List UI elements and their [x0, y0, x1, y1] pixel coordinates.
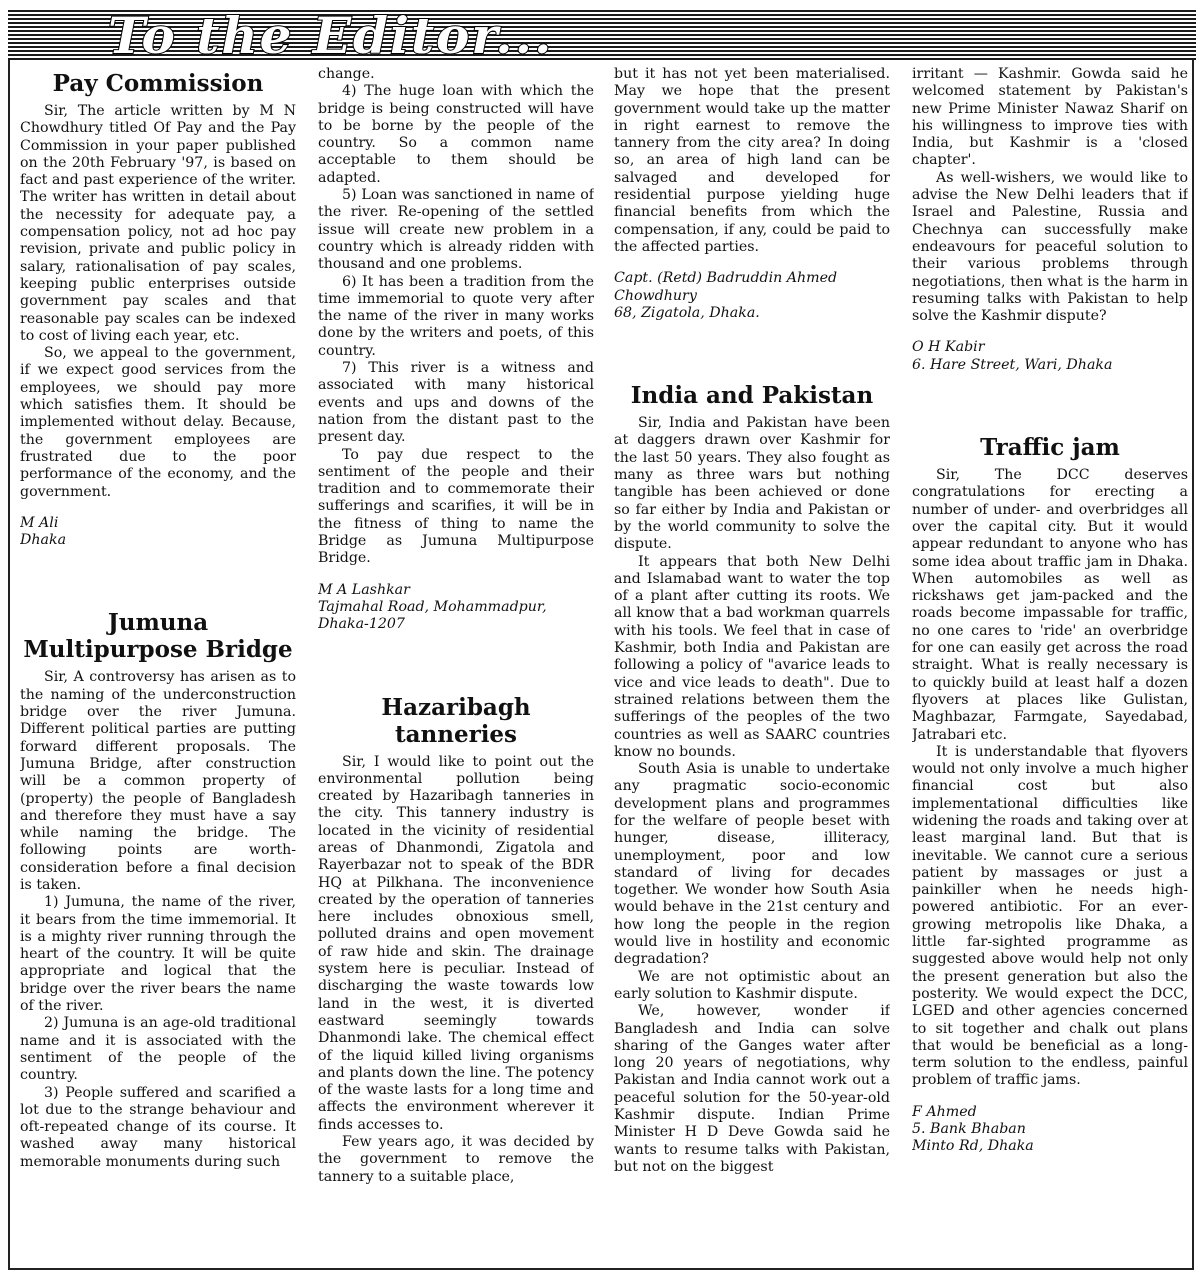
letter-paragraph: 5) Loan was sanctioned in name of the river. Re-opening of the settled issue will create new problem in a country which is already ridden with thousand and one problems. [318, 187, 594, 273]
letter-headline: India and Pakistan [630, 382, 874, 410]
letter-paragraph: 7) This river is a witness and associated with many historical events and ups and downs of the nation from the distant past to the present day. [318, 360, 594, 446]
letter-headline: Hazaribagh tanneries [381, 693, 531, 748]
section-title: To the Editor... [108, 6, 554, 65]
letter-paragraph: Sir, The DCC deserves congratulations for erecting a number of under- and overbridges all over the capital city. But it would appear redundant to anyone who has some idea about traffic jam in Dhaka. When automobiles as well as rickshaws get jam-packed and the roads become impassable for traffic, no one cares to 'ride' an overbridge for one can easily get across the road straight. What is really necessary is to quickly build at least half a dozen flyovers at places like Gulistan, Maghbazar, Farmgate, Sayedabad, Jatrabari etc. [912, 467, 1188, 743]
letter-paragraph: 4) The huge loan with which the bridge is being constructed will have to be borne by the people of the country. So a common name acceptable to them should be adapted. [318, 83, 594, 186]
letter-signature: O H Kabir 6. Hare Street, Wari, Dhaka [912, 339, 1113, 373]
letter-paragraph: Few years ago, it was decided by the government to remove the tannery to a suitable place, [318, 1134, 594, 1185]
column-2 [318, 66, 594, 1266]
letter-paragraph: As well-wishers, we would like to advise the New Delhi leaders that if Israel and Palestine, Russia and Chechnya can successfully make endeavours for peaceful solution to their various problems through negotiations, then what is the harm in resuming talks with Pakistan to help solve the Kashmir dispute? [912, 169, 1188, 325]
letter-paragraph: irritant — Kashmir. Gowda said he welcomed statement by Pakistan's new Prime Minister Nawaz Sharif on his willingness to improve ties with India, but Kashmir is a 'closed chapter'. [912, 66, 1188, 169]
letter-paragraph: We, however, wonder if Bangladesh and India can solve sharing of the Ganges water after long 20 years of negotiations, why Pakistan and India cannot work out a peaceful solution for the 50-year-old Kashmir dispute. Indian Prime Minister H D Deve Gowda said he wants to resume talks with Pakistan, but not on the biggest [614, 1003, 890, 1175]
letter-paragraph: change. [318, 66, 375, 82]
letter-paragraph: We are not optimistic about an early solution to Kashmir dispute. [614, 968, 890, 1002]
column-1 [20, 66, 296, 1266]
letter-paragraph: but it has not yet been materialised. May we hope that the present government would take up the matter in right earnest to remove the tannery from the city area? In doing so, an area of high land can be salvaged and developed for residential purpose yielding huge financial benefits from which the compensation, if any, could be paid to the affected parties. [614, 66, 890, 255]
letter-paragraph: It appears that both New Delhi and Islamabad want to water the top of a plant after cutting its roots. We all know that a bad workman quarrels with his tools. We feel that in case of Kashmir, both India and Pakistan are following a policy of "avarice leads to vice and vice leads to death". Due to strained relations between them the sufferings of the peoples of the two countries as well as SAARC countries know no bounds. [614, 553, 890, 760]
letter-paragraph: Sir, A controversy has arisen as to the naming of the underconstruction bridge over the river Jumuna. Different political parties are putting forward different proposals. The Jumuna Bridge, after construction will be a common property of (property) the people of Bangladesh and therefore they must have a say while naming the bridge. The following points are worth-consideration before a final decision is taken. [20, 669, 296, 893]
letter-signature: M A Lashkar Tajmahal Road, Mohammadpur, Dhaka-1207 [318, 581, 547, 633]
letter-paragraph: South Asia is unable to undertake any pragmatic socio-economic development plans and programmes for the welfare of people beset with hunger, disease, illiteracy, unemployment, poor and low standard of living for decades together. We wonder how South Asia would behave in the 21st century and how long the people in the region would live in hostility and economic degradation? [614, 761, 890, 968]
letter-signature: F Ahmed 5. Bank Bhaban Minto Rd, Dhaka [912, 1103, 1034, 1155]
letter-paragraph: Sir, I would like to point out the environmental pollution being created by Hazaribagh tanneries in the city. This tannery industry is located in the vicinity of residential areas of Dhanmondi, Zigatola and Rayerbazar not to speak of the BDR HQ at Pilkhana. The inconvenience created by the operation of tanneries here includes obnoxious smell, polluted drains and open movement of raw hide and skin. The drainage system here is peculiar. Instead of discharging the waste towards low land in the west, it is diverted eastward seemingly towards Dhanmondi lake. The chemical effect of the liquid killed living organisms and plants down the line. The potency of the waste lasts for a long time and affects the environment wherever it finds accesses to. [318, 753, 594, 1133]
letter-paragraph: So, we appeal to the government, if we expect good services from the employees, we should pay more which satisfies them. It should be implemented without delay. Because, the government employees are frustrated due to the poor performance of the economy, and the government. [20, 345, 296, 500]
border-rule-right [1192, 60, 1194, 1270]
letter-headline: Traffic jam [980, 434, 1120, 462]
column-spacer [318, 634, 594, 690]
column-4 [912, 66, 1188, 1266]
letter-paragraph: Sir, India and Pakistan have been at daggers drawn over Kashmir for the last 50 years. They also fought as many as three wars but nothing tangible has been achieved or done so far either by India and Pakistan or by the world community to solve the dispute. [614, 415, 890, 553]
letter-signature: M Ali Dhaka [20, 514, 67, 549]
column-spacer [912, 374, 1188, 430]
letter-paragraph: 6) It has been a tradition from the time immemorial to quote very after the name of the river in many works done by the writers and poets, of this country. [318, 273, 594, 359]
letter-paragraph: 1) Jumuna, the name of the river, it bears from the time immemorial. It is a mighty river running through the heart of the country. It will be quite appropriate and logical that the bridge over the river bears the name of the river. [20, 894, 296, 1015]
column-spacer [20, 549, 296, 605]
border-rule-bottom [8, 1268, 1194, 1270]
letter-headline: Pay Commission [52, 70, 264, 97]
letter-paragraph: It is understandable that flyovers would not only involve a much higher financial cost but also implementational difficulties like widening the roads and taking over at least marginal land. But that is inevitable. We cannot cure a serious patient by massages or just a painkiller when he needs high-powered antibiotic. For an ever-growing metropolis like Dhaka, a little far-sighted programme as suggested above would help not only the present generation but also the posterity. We would expect the DCC, LGED and other agencies concerned to sit together and chalk out plans that would be beneficial as a long-term solution to the endless, painful problem of traffic jams. [912, 743, 1188, 1089]
masthead-banner [8, 6, 1196, 65]
border-rule-left [8, 60, 10, 1270]
letter-signature: Capt. (Retd) Badruddin Ahmed Chowdhury 68, Zigatola, Dhaka. [614, 270, 838, 321]
letter-paragraph: 3) People suffered and scarified a lot due to the strange behaviour and oft-repeated change of its course. It washed away many historical memorable monuments during such [20, 1084, 296, 1170]
letter-paragraph: To pay due respect to the sentiment of the people and their tradition and to commemorate their sufferings and scarifies, it will be in the fitness of thing to name the Bridge as Jumuna Multipurpose Bridge. [318, 446, 594, 567]
letter-headline: Jumuna Multipurpose Bridge [23, 609, 293, 664]
column-spacer [614, 322, 890, 378]
letter-paragraph: 2) Jumuna is an age-old traditional name and it is associated with the sentiment of the people of the country. [20, 1015, 296, 1084]
letter-paragraph: Sir, The article written by M N Chowdhury titled Of Pay and the Pay Commission in your paper published on the 20th February '97, is based on fact and past experience of the writer. The writer has written in detail about the necessity for adequate pay, a compensation policy, not ad hoc pay revision, private and public policy in salary, rationalisation of pay scales, keeping public enterprises outside government pay scales and that reasonable pay scales can be indexed to cost of living each year, etc. [20, 103, 296, 344]
column-3 [614, 66, 890, 1266]
